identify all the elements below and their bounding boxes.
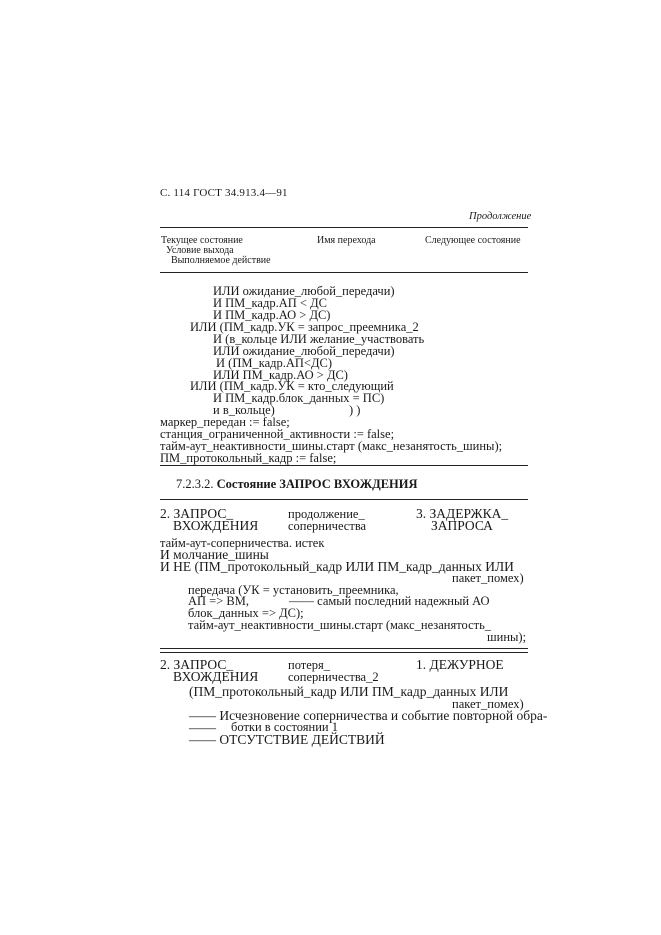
code-line: —— самый последний надежный АО (289, 594, 490, 608)
code-line: ) ) (349, 403, 361, 417)
code-line: И ПМ_кадр.АО > ДС) (213, 308, 331, 322)
continuation-label: Продолжение (469, 211, 532, 222)
transition-name: продолжение_ (288, 507, 365, 521)
header-bottom-rule (160, 272, 528, 273)
section-rule-top (160, 465, 528, 466)
code-line: И НЕ (ПМ_протокольный_кадр ИЛИ ПМ_кадр_данных ИЛИ (160, 559, 514, 574)
code-line: —— ОТСУТСТВИЕ ДЕЙСТВИЙ (189, 732, 385, 747)
code-line: станция_ограниченной_активности := false; (160, 427, 395, 441)
section-number: 7.2.3.2. (176, 477, 214, 491)
code-line: и в_кольце) (213, 403, 275, 417)
code-line: тайм-аут-соперничества. истек (160, 536, 325, 550)
code-line: ПМ_протокольный_кадр := false; (160, 451, 337, 465)
code-line: И ПМ_кадр.АП < ДС (213, 296, 327, 310)
code-line: ИЛИ ожидание_любой_передачи) (213, 284, 395, 298)
current-state: ВХОЖДЕНИЯ (173, 669, 259, 684)
code-line: блок_данных => ДС); (188, 606, 304, 620)
code-line: —— Исчезновение соперничества и событие повторной обра- (189, 708, 548, 723)
section-title: Состояние ЗАПРОС ВХОЖДЕНИЯ (216, 477, 418, 491)
code-line: передача (УК = установить_преемника, (188, 583, 399, 597)
current-state: ВХОЖДЕНИЯ (173, 518, 259, 533)
transition-rule-top (160, 648, 528, 649)
code-line: тайм-аут_неактивности_шины.старт (макс_незанятость_шины); (160, 439, 503, 453)
current-state: 2. ЗАПРОС_ (160, 506, 234, 521)
transition-name: потеря_ (288, 658, 331, 672)
col-exit-condition: Условие выхода (166, 245, 234, 256)
code-line: И (в_кольце ИЛИ желание_участвовать (213, 332, 425, 346)
code-line: шины); (487, 630, 527, 644)
code-line: маркер_передан := false; (160, 415, 290, 429)
next-state: ЗАПРОСА (431, 518, 493, 533)
transition-rule-bottom (160, 652, 528, 653)
col-current-state: Текущее состояние (161, 235, 243, 246)
code-line: ботки в состоянии 1 (231, 720, 338, 734)
col-action: Выполняемое действие (171, 255, 271, 266)
code-line: ИЛИ (ПМ_кадр.УК = кто_следующий (190, 379, 394, 393)
transition-name: соперничества_2 (288, 670, 379, 684)
next-state: 3. ЗАДЕРЖКА_ (416, 506, 509, 521)
code-line: ИЛИ ПМ_кадр.АО > ДС) (213, 368, 348, 382)
col-next-state: Следующее состояние (425, 235, 521, 246)
page-reference: С. 114 ГОСТ 34.913.4—91 (160, 187, 288, 199)
code-line: АП => ВМ, (188, 594, 249, 608)
code-line: пакет_помех) (452, 697, 524, 711)
code-line: тайм-аут_неактивности_шины.старт (макс_незанятость_ (188, 618, 492, 632)
code-line: И ПМ_кадр.блок_данных = ПС) (213, 391, 385, 405)
code-line: пакет_помех) (452, 571, 524, 585)
section-rule-bottom (160, 499, 528, 500)
code-line: И (ПМ_кадр.АП<ДС) (216, 356, 333, 370)
col-transition-name: Имя перехода (317, 235, 376, 246)
header-top-rule (160, 227, 528, 228)
next-state: 1. ДЕЖУРНОЕ (416, 657, 504, 672)
current-state: 2. ЗАПРОС_ (160, 657, 234, 672)
code-line: (ПМ_протокольный_кадр ИЛИ ПМ_кадр_данных ИЛИ (189, 684, 509, 699)
code-line: —— (189, 720, 216, 735)
code-line: ИЛИ ожидание_любой_передачи) (213, 344, 395, 358)
code-line: ИЛИ (ПМ_кадр.УК = запрос_преемника_2 (190, 320, 419, 334)
code-line: И молчание_шины (160, 547, 269, 562)
transition-name: соперничества (288, 519, 367, 533)
section-heading (176, 477, 418, 492)
